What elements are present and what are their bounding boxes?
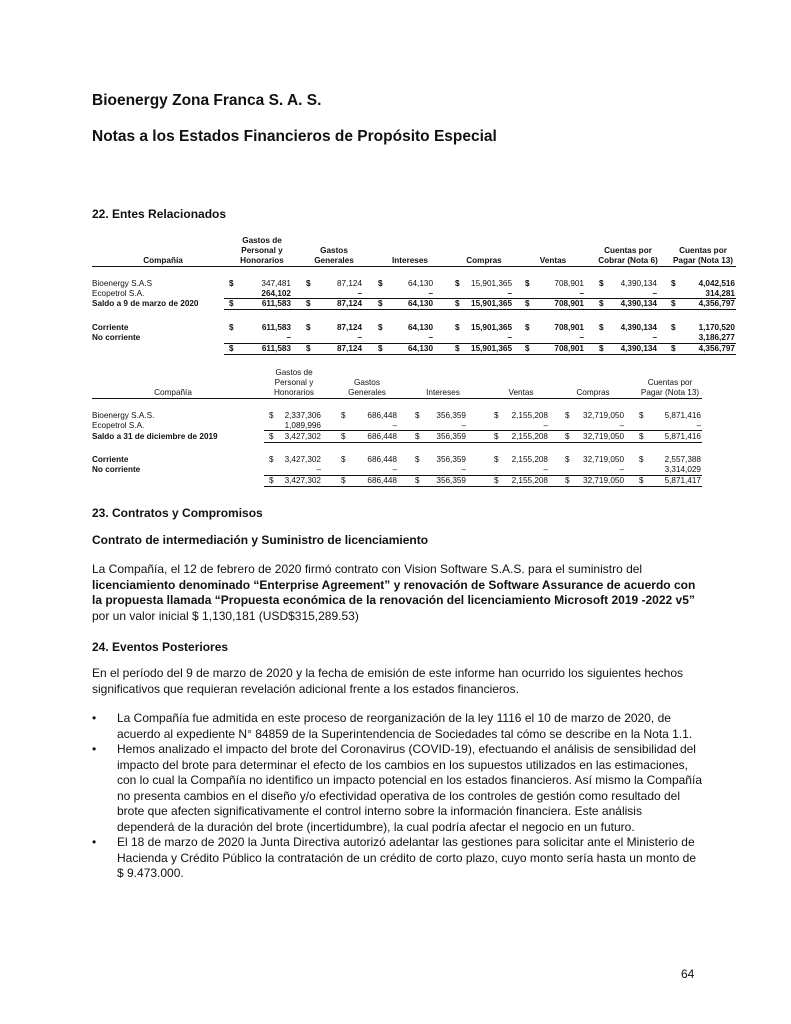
table-cell: 2,155,208: [511, 411, 548, 420]
column-header: Cuentas por: [604, 246, 652, 255]
currency-symbol: $: [455, 279, 460, 288]
event-item: [92, 711, 702, 742]
total-rule: [264, 486, 702, 487]
currency-symbol: $: [341, 476, 346, 485]
contract-text-amount: por un valor inicial $ 1,130,181 (USD$315,289.53): [92, 608, 359, 623]
column-header: Compañía: [154, 388, 192, 397]
table-cell: –: [619, 421, 624, 430]
table-cell: 611,583: [261, 323, 291, 332]
table-cell: 87,124: [336, 299, 362, 308]
table-cell: –: [543, 465, 548, 474]
table-cell: 356,359: [436, 411, 466, 420]
currency-symbol: $: [494, 455, 499, 464]
table-cell: 611,583: [261, 344, 291, 353]
currency-symbol: $: [525, 279, 530, 288]
column-header: Generales: [348, 388, 386, 397]
currency-symbol: $: [306, 279, 311, 288]
table-cell: 314,281: [705, 289, 735, 298]
row-label: Bioenergy S.A.S: [92, 279, 153, 288]
currency-symbol: $: [378, 323, 383, 332]
company-title: Bioenergy Zona Franca S. A. S.: [92, 92, 322, 109]
table-cell: 686,448: [367, 432, 397, 441]
column-header: Compañía: [143, 256, 183, 265]
currency-symbol: $: [341, 432, 346, 441]
currency-symbol: $: [269, 476, 274, 485]
bullet-icon: •: [92, 835, 97, 849]
table-cell: 686,448: [367, 455, 397, 464]
table-cell: 708,901: [554, 323, 584, 332]
table-cell: 708,901: [554, 344, 584, 353]
total-rule: [224, 343, 736, 344]
column-header: Pagar (Nota 13): [640, 388, 700, 397]
table-cell: –: [357, 289, 362, 298]
table-cell: 2,337,306: [284, 411, 321, 420]
row-label: No corriente: [92, 465, 141, 474]
subtotal-rule: [264, 442, 702, 443]
currency-symbol: $: [455, 344, 460, 353]
table-cell: 15,901,365: [471, 299, 512, 308]
currency-symbol: $: [565, 476, 570, 485]
event-text: La Compañía fue admitida en este proceso de reorganización de la ley 1116 el 10 de marzo de 2020, de acuerdo al expediente N° 84859 de la Superintendencia de Sociedades tal cómo se describe en la Nota 1.1.: [117, 711, 693, 741]
row-label: Bioenergy S.A.S.: [92, 411, 155, 420]
currency-symbol: $: [269, 432, 274, 441]
table-cell: 347,481: [261, 279, 291, 288]
currency-symbol: $: [671, 344, 676, 353]
table-cell: 1,170,520: [698, 323, 735, 332]
currency-symbol: $: [269, 411, 274, 420]
currency-symbol: $: [525, 323, 530, 332]
table-cell: 87,124: [336, 279, 362, 288]
table-cell: 2,155,208: [511, 476, 548, 485]
column-header: Gastos de: [275, 368, 313, 377]
currency-symbol: $: [415, 455, 420, 464]
total-rule: [224, 354, 736, 355]
currency-symbol: $: [599, 279, 604, 288]
table-cell: 87,124: [336, 344, 362, 353]
table-cell: 3,427,302: [284, 432, 321, 441]
table-cell: 64,130: [407, 279, 433, 288]
row-label: Corriente: [92, 323, 129, 332]
section-23-heading: 23. Contratos y Compromisos: [92, 506, 263, 520]
header-rule: [92, 398, 702, 399]
table-cell: 4,356,797: [698, 299, 735, 308]
currency-symbol: $: [671, 279, 676, 288]
page-number: 64: [681, 967, 695, 981]
column-header: Personal y: [274, 378, 314, 387]
contract-text-intro: La Compañía, el 12 de febrero de 2020 firmó contrato con Vision Software S.A.S. para el suministro del: [92, 562, 643, 576]
table-cell: 64,130: [407, 299, 433, 308]
currency-symbol: $: [229, 299, 234, 308]
currency-symbol: $: [494, 432, 499, 441]
currency-symbol: $: [599, 299, 604, 308]
table-cell: –: [392, 465, 397, 474]
currency-symbol: $: [229, 323, 234, 332]
currency-symbol: $: [671, 299, 676, 308]
currency-symbol: $: [378, 279, 383, 288]
currency-symbol: $: [599, 344, 604, 353]
section-24-heading: 24. Eventos Posteriores: [92, 640, 229, 654]
table-cell: 264,102: [261, 289, 291, 298]
table-cell: 2,155,208: [511, 432, 548, 441]
column-header: Cuentas por: [647, 378, 693, 387]
currency-symbol: $: [525, 299, 530, 308]
table-cell: 356,359: [436, 476, 466, 485]
table-cell: –: [507, 289, 512, 298]
contract-text-bold: licenciamiento denominado “Enterprise Agreement” y renovación de Software Assurance de acuerdo con la propuesta llamada “Propuesta económica de la renovación del licenciamiento Microsoft 2019 -2022 v5”: [92, 577, 696, 607]
table-cell: 2,557,388: [664, 455, 701, 464]
table-cell: 32,719,050: [583, 455, 624, 464]
column-header: Personal y: [241, 246, 283, 255]
currency-symbol: $: [269, 455, 274, 464]
currency-symbol: $: [639, 411, 644, 420]
currency-symbol: $: [341, 455, 346, 464]
table-cell: 4,390,134: [620, 279, 657, 288]
table-cell: 64,130: [407, 344, 433, 353]
table-cell: 686,448: [367, 476, 397, 485]
table-cell: –: [461, 421, 466, 430]
currency-symbol: $: [415, 476, 420, 485]
table-cell: –: [652, 333, 657, 342]
table-cell: –: [579, 333, 584, 342]
currency-symbol: $: [639, 432, 644, 441]
table-cell: 4,390,134: [620, 323, 657, 332]
header-rule: [92, 266, 736, 267]
table-cell: 611,583: [261, 299, 291, 308]
row-label: Ecopetrol S.A.: [92, 289, 145, 298]
event-text: Hemos analizado el impacto del brote del Coronavirus (COVID-19), efectuando el análisis de sensibilidad del impacto del brote para determinar el efecto de los cambios en los supuestos utilizados en las estimaciones, con lo cual la Compañía no identifico un impacto potencial en los estados financieros. Así mismo la Compañía no presenta cambios en el diseño y/o efectividad operativa de los controles de gestión como resultado del brote que afecten significativamente el control interno sobre la información financiera. Este análisis dependerá de la duración del brote (incertidumbre), la cual podría afectar el negocio en un futuro.: [117, 742, 702, 834]
column-header: Gastos de: [242, 236, 282, 245]
column-header: Compras: [466, 256, 502, 265]
table-cell: –: [579, 289, 584, 298]
currency-symbol: $: [455, 323, 460, 332]
currency-symbol: $: [494, 411, 499, 420]
currency-symbol: $: [565, 411, 570, 420]
currency-symbol: $: [378, 299, 383, 308]
event-item: [92, 835, 702, 882]
table-cell: –: [392, 421, 397, 430]
table-cell: 32,719,050: [583, 432, 624, 441]
table-cell: 1,089,996: [284, 421, 321, 430]
table-cell: –: [619, 465, 624, 474]
table-cell: 5,871,416: [664, 411, 701, 420]
currency-symbol: $: [494, 476, 499, 485]
currency-symbol: $: [229, 344, 234, 353]
table-cell: 2,155,208: [511, 455, 548, 464]
table-cell: –: [507, 333, 512, 342]
table-cell: 4,390,134: [620, 299, 657, 308]
column-header: Gastos: [354, 378, 380, 387]
table-cell: 3,427,302: [284, 476, 321, 485]
table-cell: 3,314,029: [664, 465, 701, 474]
currency-symbol: $: [565, 455, 570, 464]
section-23-subheading: Contrato de intermediación y Suministro de licenciamiento: [92, 533, 429, 547]
table-cell: –: [286, 333, 291, 342]
bullet-icon: •: [92, 711, 97, 725]
column-header: Cuentas por: [679, 246, 727, 255]
table-cell: 32,719,050: [583, 476, 624, 485]
table-cell: 5,871,417: [664, 476, 701, 485]
currency-symbol: $: [525, 344, 530, 353]
currency-symbol: $: [306, 299, 311, 308]
table-cell: –: [428, 289, 433, 298]
row-label: Saldo a 31 de diciembre de 2019: [92, 432, 218, 441]
column-header: Intereses: [426, 388, 460, 397]
currency-symbol: $: [306, 323, 311, 332]
section-22-heading: 22. Entes Relacionados: [92, 207, 227, 221]
table-cell: 15,901,365: [471, 279, 512, 288]
events-intro: En el período del 9 de marzo de 2020 y la fecha de emisión de este informe han ocurrido los siguientes hechos significativos que requieran revelación adicional frente a los estados financieros.: [92, 666, 684, 696]
table-cell: 4,042,516: [698, 279, 735, 288]
table-cell: 708,901: [554, 279, 584, 288]
column-header: Generales: [314, 256, 354, 265]
row-label: Saldo a 9 de marzo de 2020: [92, 299, 199, 308]
events-list: [92, 711, 702, 882]
column-header: Intereses: [392, 256, 428, 265]
row-label: Ecopetrol S.A.: [92, 421, 145, 430]
total-rule: [264, 475, 702, 476]
table-cell: 4,390,134: [620, 344, 657, 353]
currency-symbol: $: [599, 323, 604, 332]
column-header: Gastos: [320, 246, 348, 255]
currency-symbol: $: [341, 411, 346, 420]
currency-symbol: $: [306, 344, 311, 353]
column-header: Cobrar (Nota 6): [598, 256, 658, 265]
table-cell: –: [652, 289, 657, 298]
column-header: Ventas: [508, 388, 534, 397]
currency-symbol: $: [639, 455, 644, 464]
table-cell: –: [543, 421, 548, 430]
table-cell: 3,186,277: [698, 333, 735, 342]
currency-symbol: $: [565, 432, 570, 441]
subtotal-rule: [224, 309, 736, 310]
table-cell: 15,901,365: [471, 323, 512, 332]
table-cell: 64,130: [407, 323, 433, 332]
table-cell: –: [461, 465, 466, 474]
table-cell: 87,124: [336, 323, 362, 332]
currency-symbol: $: [229, 279, 234, 288]
table-cell: 356,359: [436, 455, 466, 464]
table-cell: 3,427,302: [284, 455, 321, 464]
row-label: No corriente: [92, 333, 141, 342]
row-label: Corriente: [92, 455, 129, 464]
column-header: Honorarios: [240, 256, 284, 265]
table-cell: 686,448: [367, 411, 397, 420]
currency-symbol: $: [455, 299, 460, 308]
bullet-icon: •: [92, 742, 97, 756]
table-cell: 32,719,050: [583, 411, 624, 420]
document-title: Notas a los Estados Financieros de Propósito Especial: [92, 128, 497, 145]
table-cell: –: [428, 333, 433, 342]
table-cell: 15,901,365: [471, 344, 512, 353]
currency-symbol: $: [671, 323, 676, 332]
contract-paragraph: [92, 562, 702, 624]
table-cell: 708,901: [554, 299, 584, 308]
table-cell: –: [316, 465, 321, 474]
currency-symbol: $: [639, 476, 644, 485]
event-text: El 18 de marzo de 2020 la Junta Directiva autorizó adelantar las gestiones para solicitar ante el Ministerio de Hacienda y Crédito Público la contratación de un crédito de corto plazo, cuyo monto sería hasta un monto de $ 9.473.000.: [117, 835, 697, 880]
currency-symbol: $: [378, 344, 383, 353]
currency-symbol: $: [415, 411, 420, 420]
table-cell: 5,871,416: [664, 432, 701, 441]
column-header: Pagar (Nota 13): [672, 256, 734, 265]
currency-symbol: $: [415, 432, 420, 441]
table-cell: 4,356,797: [698, 344, 735, 353]
table-cell: –: [357, 333, 362, 342]
table-cell: 356,359: [436, 432, 466, 441]
event-item: [92, 742, 702, 835]
table-cell: –: [696, 421, 701, 430]
column-header: Ventas: [539, 256, 567, 265]
column-header: Honorarios: [273, 388, 315, 397]
subtotal-rule: [224, 298, 736, 299]
subtotal-rule: [264, 430, 702, 431]
column-header: Compras: [576, 388, 610, 397]
